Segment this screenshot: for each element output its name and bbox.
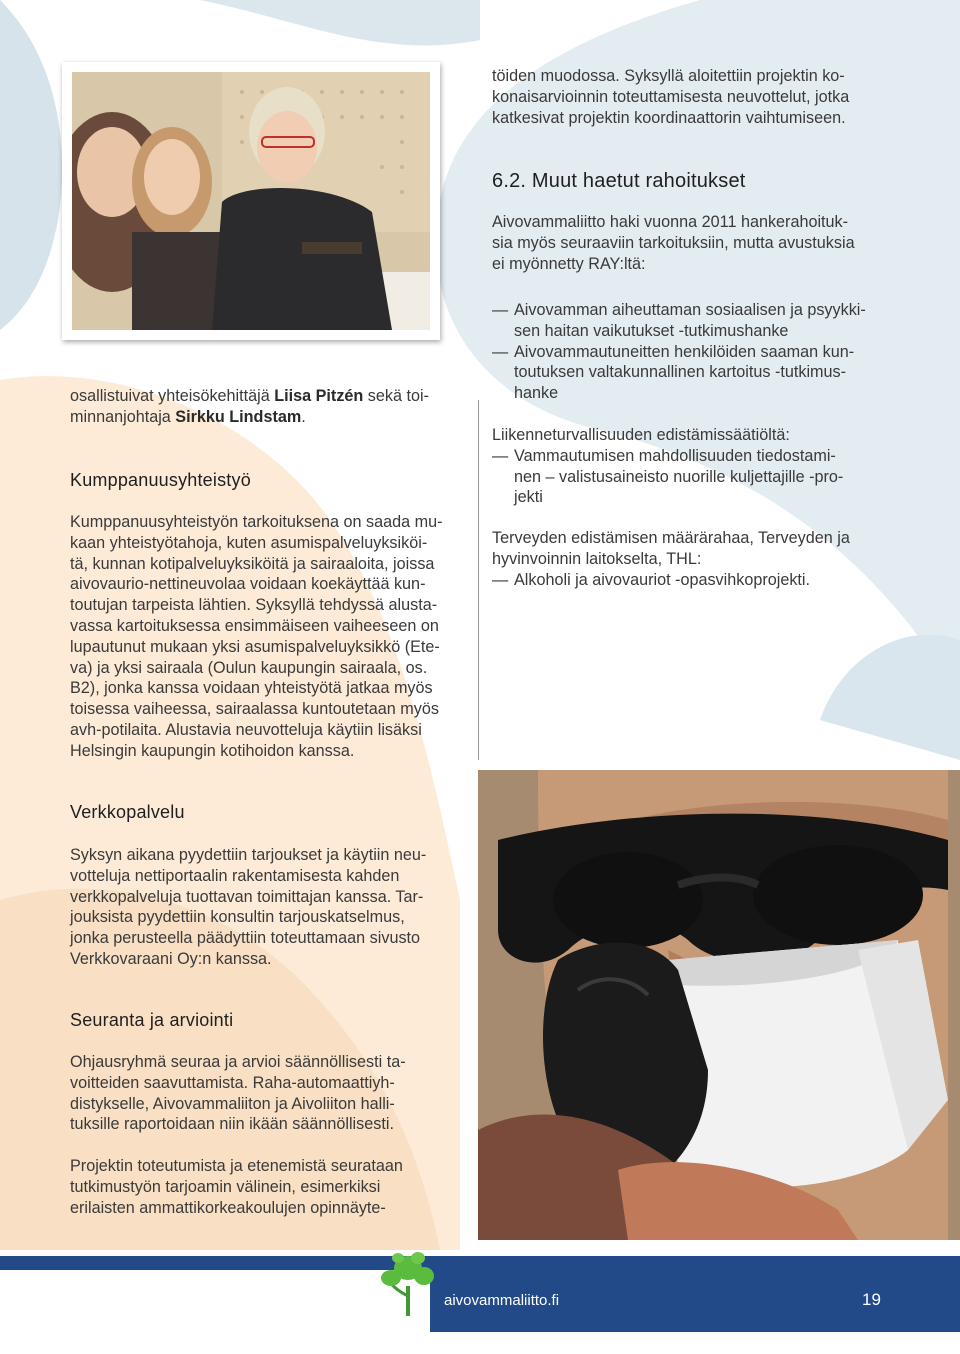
meeting-photo xyxy=(62,62,440,340)
list-item: — Vammautumisen mahdollisuuden tiedostami- nen – valistusaineisto nuorille kuljettajille -pro- jekti xyxy=(492,446,888,508)
list-item: — Alkoholi ja aivovauriot -opasvihkoprojekti. xyxy=(492,570,888,591)
column-divider xyxy=(478,400,479,760)
partnership-paragraph: Kumppanuusyhteistyön tarkoituksena on saada mu- kaan yhteistyötahoja, kuten asumispalveluyksiköi- tä, kunnan kotipalveluyksiköitä ja sairaaloita, joissa aivovaurio-nettineuvolaa voidaan koekäyttää kun- toutujan tarpeista lähtien. Syksyllä tehdyssä alusta- vassa kartoituksessa ensimmäiseen vaiheeseen on lupautunut mukaan yksi asumispalveluyksikkö (Ete- va) ja yksi sairaala (Oulun kaupungin sairaala, os. B2), jonka kanssa voidaan yhteistyötä jatkaa myös toisessa vaiheessa, sairaalassa kuntoutetaan myös avh-potilaita. Alustavia neuvotteluja käytiin lisäksi Helsingin kaupungin kotihoidon kanssa. xyxy=(70,513,443,760)
text-line: ei myönnetty RAY:ltä: xyxy=(492,254,646,273)
section-heading-other-funding: 6.2. Muut haetut rahoitukset xyxy=(492,170,746,192)
text-line: sia myös seuraaviin tarkoituksiin, mutta avustuksia xyxy=(492,233,855,252)
intro-paragraph xyxy=(492,66,888,128)
lvk-heading: Liikenneturvallisuuden edistämissäätiöltä: xyxy=(492,426,790,444)
tree-logo-icon xyxy=(378,1248,438,1323)
footer-bar xyxy=(0,1256,960,1270)
coffee-drinker-photo xyxy=(478,770,960,1240)
funding-lead-paragraph xyxy=(492,212,888,274)
photo-caption: osallistuivat yhteisökehittäjä Liisa Pitzén sekä toi- minnanjohtaja Sirkku Lindstam. xyxy=(70,387,429,426)
lvk-block xyxy=(492,425,888,508)
footer-left-blank xyxy=(0,1270,430,1354)
heading-online-service: Verkkopalvelu xyxy=(70,802,185,822)
list-item: — Aivovammautuneitten henkilöiden saaman kun- toutuksen valtakunnallinen kartoitus -tutkimus- hanke xyxy=(492,342,888,404)
text-line: konaisarvioinnin toteuttamisesta neuvottelut, jotka xyxy=(492,87,850,106)
website-link[interactable]: aivovammaliitto.fi xyxy=(444,1292,560,1309)
thl-block: Terveyden edistämisen määrärahaa, Terveyden ja hyvinvoinnin laitokselta, THL: — Alkoholi ja aivovauriot -opasvihkoprojekti. xyxy=(492,528,888,590)
text-line: Aivovammaliitto haki vuonna 2011 hankerahoituk- xyxy=(492,213,849,231)
text-line: töiden muodossa. Syksyllä aloitettiin projektin ko- xyxy=(492,67,845,85)
progress-paragraph: Projektin toteutumista ja etenemistä seurataan tutkimustyön tarjoamin välinein, esimerkiksi erilaisten ammattikorkeakoulujen opinnäyte- xyxy=(70,1157,403,1217)
person-name: Liisa Pitzén xyxy=(274,387,364,405)
heading-monitoring: Seuranta ja arviointi xyxy=(70,1010,234,1030)
ray-list xyxy=(492,300,888,404)
list-item: — Aivovamman aiheuttaman sosiaalisen ja psyykki- sen haitan vaikutukset -tutkimushanke xyxy=(492,300,888,342)
meeting-photo-image xyxy=(72,72,430,330)
online-service-paragraph: Syksyn aikana pyydettiin tarjoukset ja käytiin neu- votteluja nettiportaalin rakentamisesta kahden verkkopalveluja tuottavan toimittajan kanssa. Tar- jouksista pyydettiin konsultin tarjouskatselmus, jonka perusteella päädyttiin toteuttamaan sivusto Verkkovaraani Oy:n kanssa. xyxy=(70,846,427,968)
coffee-drinker-photo-image xyxy=(478,770,960,1240)
monitoring-paragraph: Ohjausryhmä seuraa ja arvioi säännöllisesti ta- voitteiden saavuttamista. Raha-automaattiyh- distykselle, Aivovammaliiton ja Aivoliiton halli- tuksille raportoidaan niin ikään säännöllisesti. xyxy=(70,1053,406,1134)
page-number: 19 xyxy=(862,1290,881,1309)
person-name: Sirkku Lindstam xyxy=(175,407,302,426)
text-line: katkesivat projektin koordinaattorin vaihtumiseen. xyxy=(492,108,846,127)
heading-partnership: Kumppanuusyhteistyö xyxy=(70,470,251,490)
